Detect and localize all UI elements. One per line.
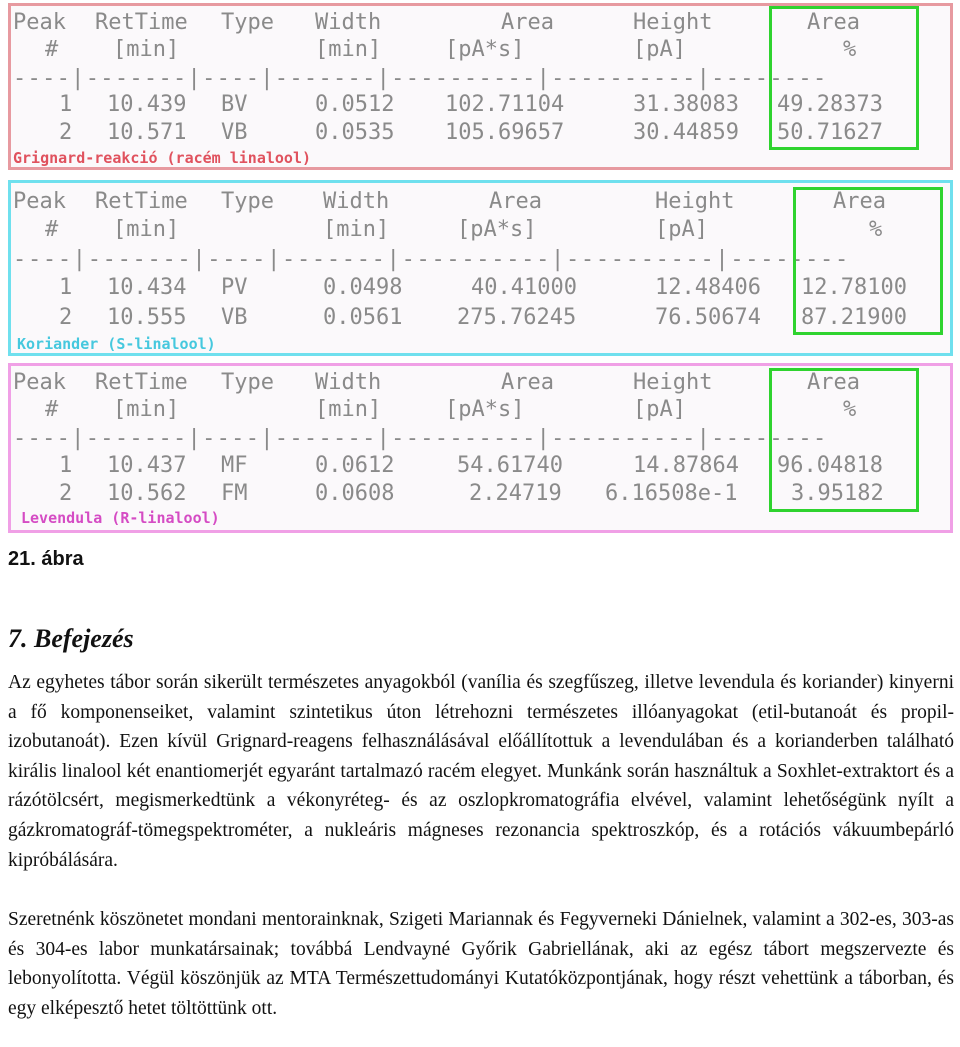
col-header-area-pct: Area: [807, 10, 860, 35]
cell-area-pct: 12.78100: [801, 275, 907, 300]
cell-height: 30.44859: [633, 120, 739, 145]
col-header-height: Height: [655, 189, 735, 214]
cell-peak: 2: [59, 120, 73, 145]
cell-rettime: 10.562: [107, 481, 187, 506]
col-header-height: Height: [633, 10, 713, 35]
cell-type: MF: [221, 453, 248, 478]
col-unit-width: [min]: [315, 37, 382, 62]
col-header-width: Width: [323, 189, 390, 214]
col-unit-area: [pA*s]: [457, 217, 537, 242]
body-paragraph: Szeretnénk köszönetet mondani mentorainknak, Szigeti Mariannak és Fegyverneki Dánielnek, valamint a 302-es, 303-as és 304-es labor munkatársainak; továbbá Lendvayné Győrik Gabriellának, aki az egész tábort megszervezte és lebonyolította. Végül köszönjük az MTA Természettudományi Kutatóközpontjának, hogy részt vehettünk a táborban, és egy elképesztő hetet töltöttünk ott.: [8, 909, 954, 1019]
cell-height: 6.16508e-1: [605, 481, 738, 506]
col-unit-area-pct: %: [869, 217, 883, 242]
area-pct-highlight-box: [769, 6, 919, 150]
col-unit-area-pct: %: [843, 37, 857, 62]
table-label: Levendula (R-linalool): [21, 509, 220, 527]
col-header-rettime: RetTime: [95, 10, 188, 35]
cell-height: 76.50674: [655, 305, 761, 330]
cell-rettime: 10.555: [107, 305, 187, 330]
area-pct-highlight-box: [793, 187, 943, 335]
col-header-area: Area: [501, 10, 554, 35]
col-unit-peak: #: [45, 37, 59, 62]
col-unit-rettime: [min]: [113, 217, 180, 242]
cell-area-pct: 87.21900: [801, 305, 907, 330]
chromatogram-table-levendula: [8, 363, 953, 533]
cell-peak: 1: [59, 92, 73, 117]
cell-type: VB: [221, 305, 248, 330]
col-header-type: Type: [221, 10, 274, 35]
cell-type: FM: [221, 481, 248, 506]
cell-peak: 1: [59, 453, 73, 478]
cell-area: 54.61740: [457, 453, 563, 478]
area-pct-highlight-box: [769, 368, 919, 512]
cell-area: 2.24719: [469, 481, 562, 506]
cell-type: BV: [221, 92, 248, 117]
col-unit-rettime: [min]: [113, 37, 180, 62]
col-unit-height: [pA]: [655, 217, 708, 242]
figure-caption: 21. ábra: [8, 548, 84, 570]
cell-width: 0.0498: [323, 275, 403, 300]
col-header-peak: Peak: [13, 10, 66, 35]
table-separator: ----|-------|----|-------|----------|----------|--------: [13, 66, 828, 91]
col-header-rettime: RetTime: [95, 189, 188, 214]
col-header-peak: Peak: [13, 370, 66, 395]
table-label: Koriander (S-linalool): [17, 335, 216, 353]
cell-area: 40.41000: [471, 275, 577, 300]
cell-width: 0.0535: [315, 120, 395, 145]
col-unit-height: [pA]: [633, 37, 686, 62]
col-unit-width: [min]: [323, 217, 390, 242]
col-header-area-pct: Area: [833, 189, 886, 214]
col-unit-rettime: [min]: [113, 397, 180, 422]
cell-height: 31.38083: [633, 92, 739, 117]
cell-area: 105.69657: [445, 120, 565, 145]
col-header-rettime: RetTime: [95, 370, 188, 395]
cell-rettime: 10.439: [107, 92, 187, 117]
chromatogram-table-grignard: [8, 3, 953, 170]
cell-peak: 1: [59, 275, 73, 300]
cell-width: 0.0612: [315, 453, 395, 478]
body-paragraph: Az egyhetes tábor során sikerült természetes anyagokból (vanília és szegfűszeg, illetve levendula és koriander) kinyerni a fő komponenseiket, valamint szintetikus úton létrehozni természetes illóanyagokat (etil-butanoát és propil-izobutanoát). Ezen kívül Grignard-reagens felhasználásával előállítottuk a levendulában és a korianderben található királis linalool két enantiomerjét egyaránt tartalmazó racém elegyet. Munkánk során használtuk a Soxhlet-extraktort és a rázótölcsért, megismerkedtünk a vékonyréteg- és az oszlopkromatográfia elvével, valamint lehetőségünk nyílt a gázkromatográf-tömegspektrométer, a nukleáris mágneses rezonancia spektroszkóp, és a rotációs vákuumbepárló kipróbálására.: [8, 672, 954, 871]
col-header-width: Width: [315, 10, 382, 35]
cell-peak: 2: [59, 305, 73, 330]
cell-rettime: 10.434: [107, 275, 187, 300]
cell-rettime: 10.571: [107, 120, 187, 145]
col-header-type: Type: [221, 370, 274, 395]
col-unit-area: [pA*s]: [445, 37, 525, 62]
table-separator: ----|-------|----|-------|----------|----------|--------: [13, 426, 828, 451]
col-header-area: Area: [501, 370, 554, 395]
cell-rettime: 10.437: [107, 453, 187, 478]
cell-area-pct: 50.71627: [777, 120, 883, 145]
col-header-area: Area: [489, 189, 542, 214]
col-unit-area-pct: %: [843, 397, 857, 422]
cell-area: 102.71104: [445, 92, 565, 117]
cell-width: 0.0512: [315, 92, 395, 117]
cell-height: 14.87864: [633, 453, 739, 478]
cell-type: VB: [221, 120, 248, 145]
cell-peak: 2: [59, 481, 73, 506]
cell-height: 12.48406: [655, 275, 761, 300]
cell-area-pct: 49.28373: [777, 92, 883, 117]
cell-width: 0.0608: [315, 481, 395, 506]
chromatogram-table-koriander: [8, 180, 953, 356]
col-header-area-pct: Area: [807, 370, 860, 395]
col-unit-area: [pA*s]: [445, 397, 525, 422]
col-unit-width: [min]: [315, 397, 382, 422]
cell-type: PV: [221, 275, 248, 300]
table-separator: ----|-------|----|-------|----------|----------|--------: [13, 247, 850, 272]
table-label: Grignard-reakció (racém linalool): [13, 149, 312, 167]
col-unit-peak: #: [45, 217, 59, 242]
cell-width: 0.0561: [323, 305, 403, 330]
col-unit-peak: #: [45, 397, 59, 422]
cell-area-pct: 96.04818: [777, 453, 883, 478]
section-heading: 7. Befejezés: [8, 624, 134, 653]
col-unit-height: [pA]: [633, 397, 686, 422]
col-header-type: Type: [221, 189, 274, 214]
col-header-height: Height: [633, 370, 713, 395]
cell-area-pct: 3.95182: [791, 481, 884, 506]
col-header-peak: Peak: [13, 189, 66, 214]
col-header-width: Width: [315, 370, 382, 395]
cell-area: 275.76245: [457, 305, 577, 330]
